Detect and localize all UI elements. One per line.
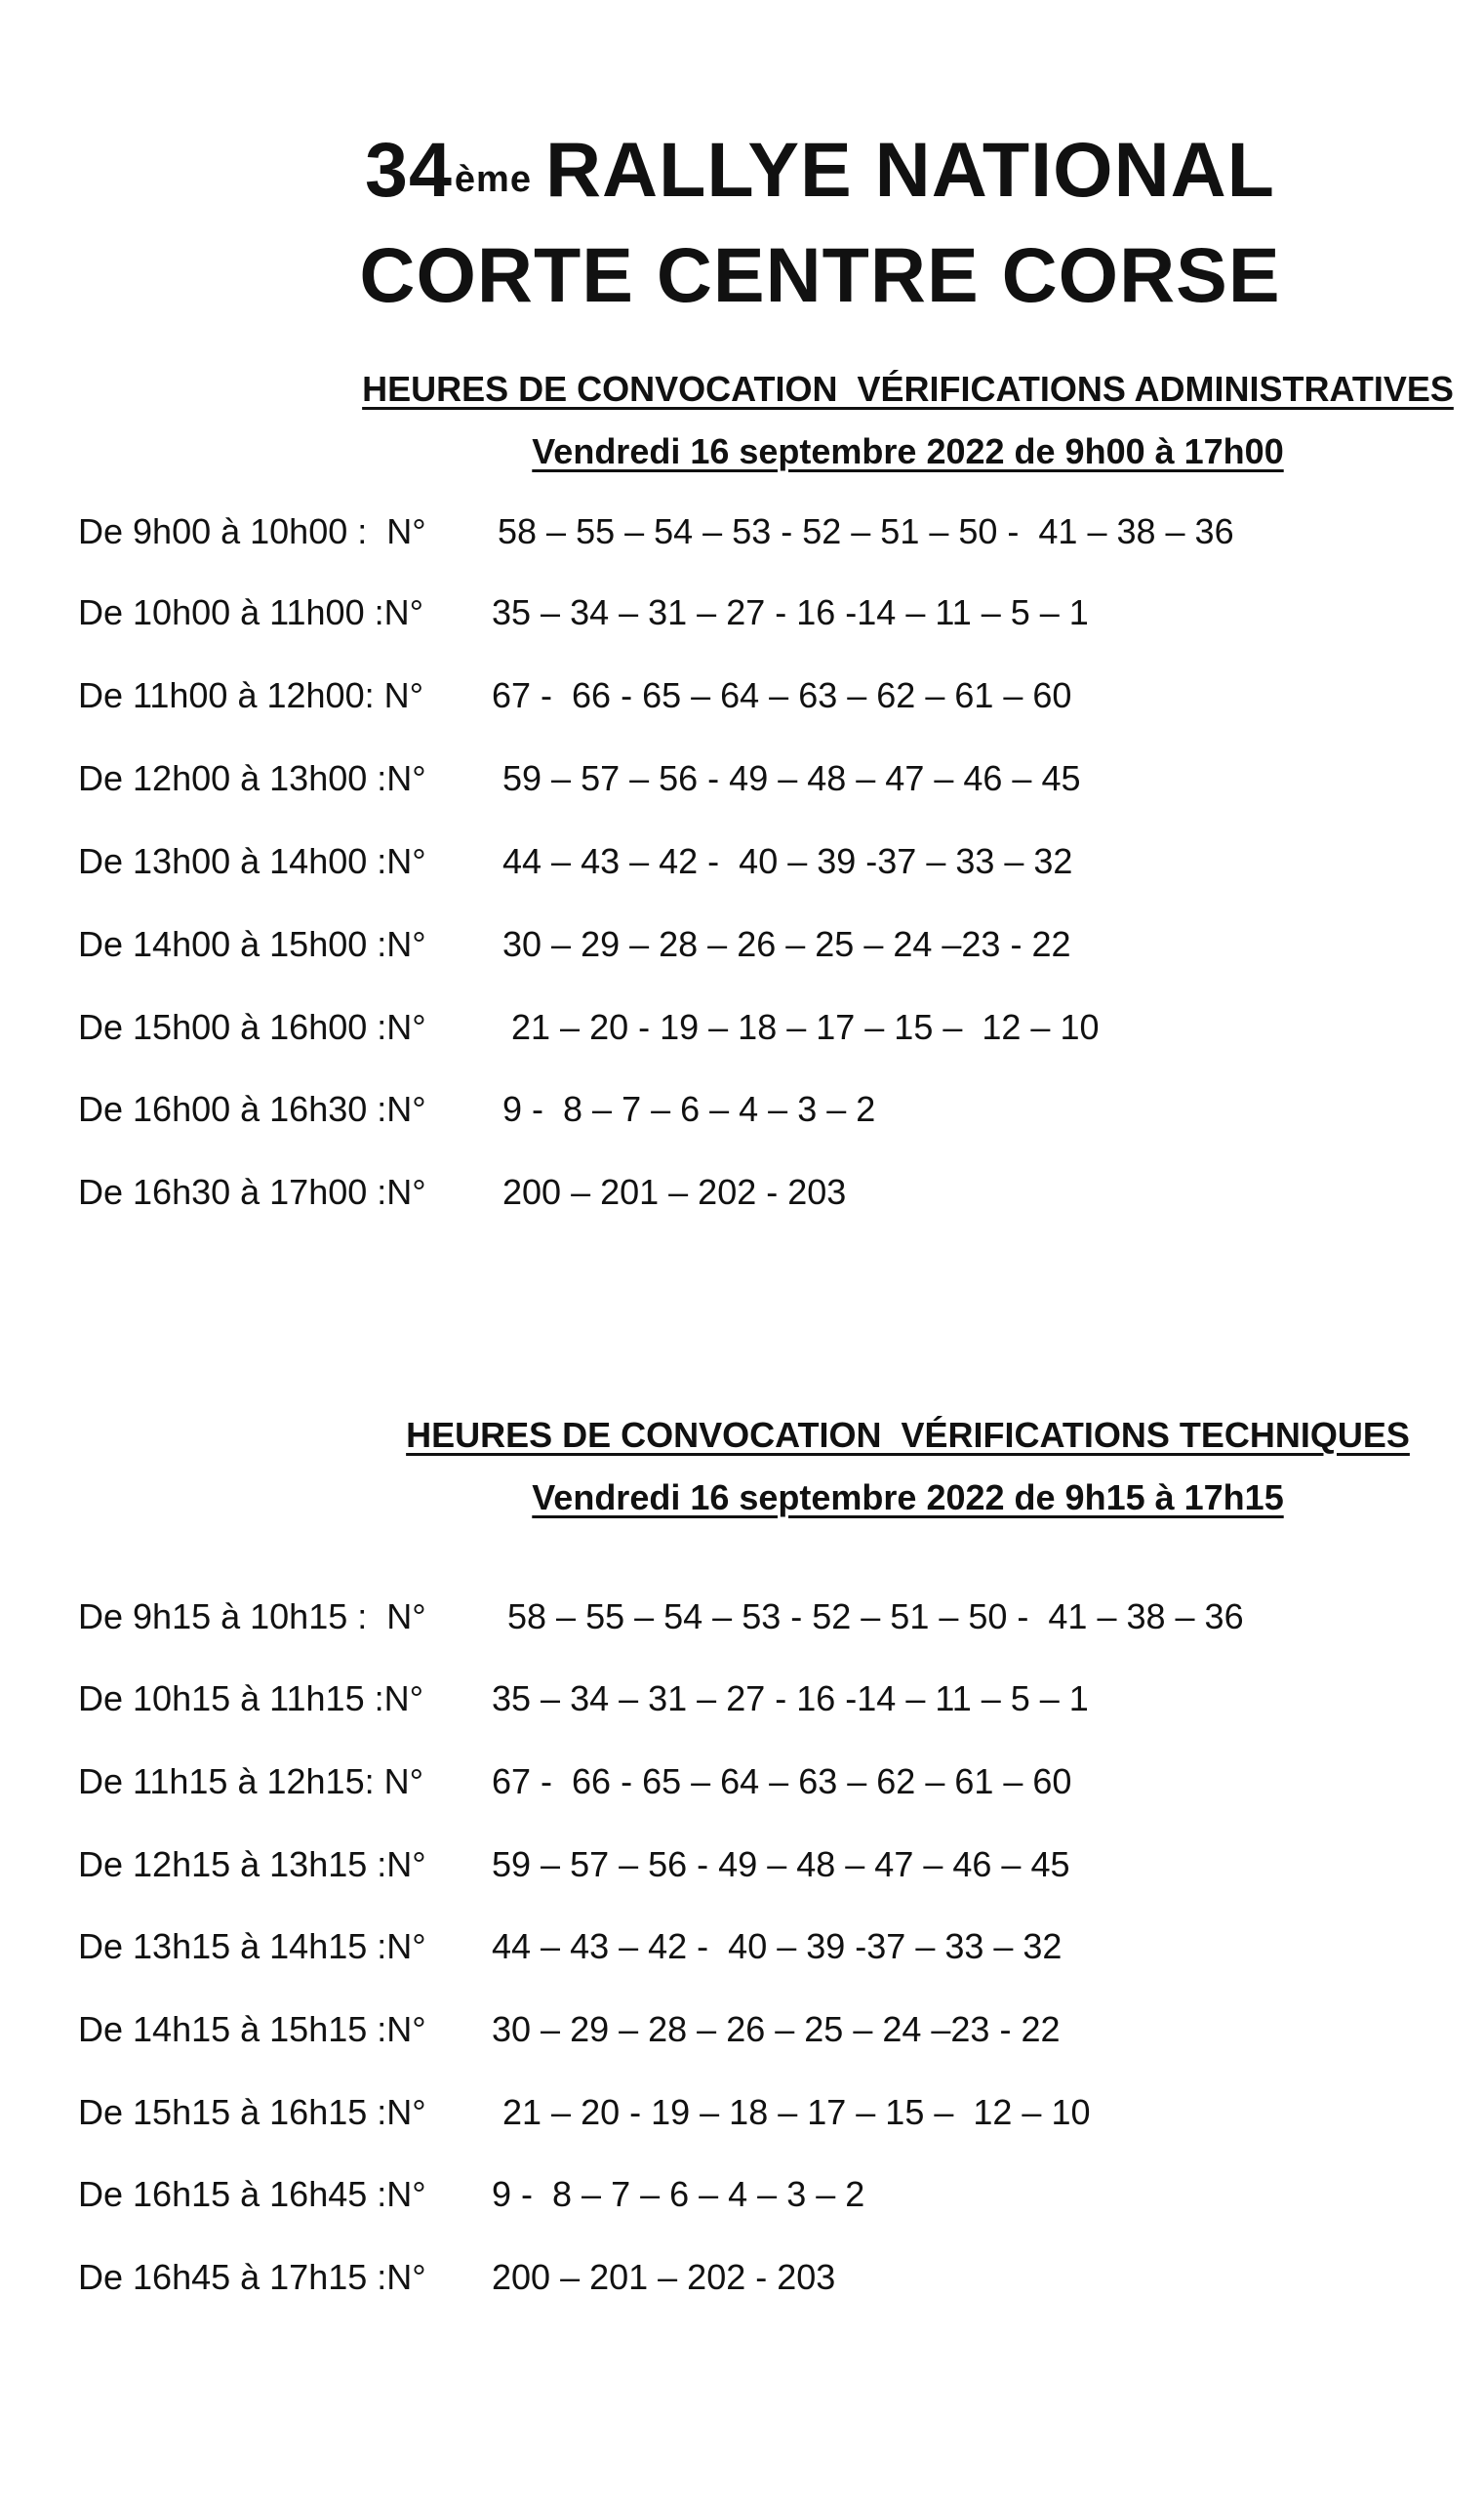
car-numbers: 21 – 20 - 19 – 18 – 17 – 15 – 12 – 10 [502, 2092, 1091, 2132]
car-numbers: 21 – 20 - 19 – 18 – 17 – 15 – 12 – 10 [511, 1007, 1100, 1047]
time-slot: De 16h30 à 17h00 :N° [78, 1172, 426, 1212]
time-slot: De 9h15 à 10h15 : N° [78, 1596, 426, 1636]
car-numbers: 59 – 57 – 56 - 49 – 48 – 47 – 46 – 45 [502, 758, 1081, 798]
car-numbers: 67 - 66 - 65 – 64 – 63 – 62 – 61 – 60 [492, 675, 1072, 715]
schedule-row [78, 837, 1072, 886]
schedule-row [78, 1757, 1071, 1806]
time-slot: De 13h00 à 14h00 :N° [78, 841, 426, 881]
car-numbers: 58 – 55 – 54 – 53 - 52 – 51 – 50 - 41 – 38 – 36 [498, 511, 1234, 551]
car-numbers: 58 – 55 – 54 – 53 - 52 – 51 – 50 - 41 – 38 – 36 [507, 1596, 1244, 1636]
time-slot: De 12h00 à 13h00 :N° [78, 758, 426, 798]
schedule-row [78, 2088, 1091, 2137]
time-slot: De 15h15 à 16h15 :N° [78, 2092, 426, 2132]
car-numbers: 9 - 8 – 7 – 6 – 4 – 3 – 2 [502, 1089, 876, 1129]
schedule-row [78, 2170, 864, 2219]
time-slot: De 12h15 à 13h15 :N° [78, 1844, 426, 1884]
title-line-2: CORTE CENTRE CORSE [359, 231, 1281, 318]
time-slot: De 11h15 à 12h15: N° [78, 1761, 423, 1801]
time-slot: De 16h45 à 17h15 :N° [78, 2257, 426, 2297]
section-date-administratives: Vendredi 16 septembre 2022 de 9h00 à 17h00 [532, 431, 1284, 471]
time-slot: De 13h15 à 14h15 :N° [78, 1926, 426, 1966]
schedule-row [78, 920, 1071, 969]
car-numbers: 30 – 29 – 28 – 26 – 25 – 24 –23 - 22 [492, 2009, 1061, 2049]
schedule-row [78, 1922, 1062, 1971]
schedule-row [78, 507, 1234, 556]
schedule-row [78, 1168, 846, 1217]
time-slot: De 11h00 à 12h00: N° [78, 675, 423, 715]
section-date-techniques: Vendredi 16 septembre 2022 de 9h15 à 17h15 [532, 1477, 1284, 1517]
section-heading-techniques: HEURES DE CONVOCATION VÉRIFICATIONS TECHNIQUES [406, 1415, 1410, 1455]
car-numbers: 44 – 43 – 42 - 40 – 39 -37 – 33 – 32 [492, 1926, 1063, 1966]
section-heading-administratives: HEURES DE CONVOCATION VÉRIFICATIONS ADMINISTRATIVES [362, 369, 1454, 409]
time-slot: De 10h00 à 11h00 :N° [78, 592, 423, 632]
time-slot: De 10h15 à 11h15 :N° [78, 1678, 423, 1718]
car-numbers: 59 – 57 – 56 - 49 – 48 – 47 – 46 – 45 [492, 1844, 1070, 1884]
time-slot: De 14h00 à 15h00 :N° [78, 924, 426, 964]
car-numbers: 30 – 29 – 28 – 26 – 25 – 24 –23 - 22 [502, 924, 1071, 964]
time-slot: De 9h00 à 10h00 : N° [78, 511, 426, 551]
title-number: 34 [365, 126, 453, 213]
document-title [0, 117, 1484, 328]
schedule-row [78, 2253, 835, 2302]
schedule-row [78, 671, 1071, 720]
car-numbers: 200 – 201 – 202 - 203 [502, 1172, 847, 1212]
car-numbers: 67 - 66 - 65 – 64 – 63 – 62 – 61 – 60 [492, 1761, 1072, 1801]
car-numbers: 35 – 34 – 31 – 27 - 16 -14 – 11 – 5 – 1 [492, 592, 1089, 632]
schedule-row [78, 1840, 1070, 1889]
car-numbers: 200 – 201 – 202 - 203 [492, 2257, 836, 2297]
time-slot: De 14h15 à 15h15 :N° [78, 2009, 426, 2049]
schedule-row [78, 1592, 1244, 1641]
car-numbers: 35 – 34 – 31 – 27 - 16 -14 – 11 – 5 – 1 [492, 1678, 1089, 1718]
time-slot: De 16h00 à 16h30 :N° [78, 1089, 426, 1129]
car-numbers: 9 - 8 – 7 – 6 – 4 – 3 – 2 [492, 2174, 865, 2214]
title-line-1 [156, 117, 1484, 222]
schedule-row [78, 1003, 1100, 1052]
title-rally-name: RALLYE NATIONAL [544, 126, 1275, 213]
schedule-row [78, 1085, 875, 1134]
schedule-row [78, 1674, 1089, 1723]
car-numbers: 44 – 43 – 42 - 40 – 39 -37 – 33 – 32 [502, 841, 1073, 881]
schedule-row [78, 754, 1081, 803]
schedule-row [78, 2005, 1061, 2054]
schedule-row [78, 588, 1089, 637]
time-slot: De 16h15 à 16h45 :N° [78, 2174, 426, 2214]
title-ordinal-suffix: ème [454, 159, 532, 200]
time-slot: De 15h00 à 16h00 :N° [78, 1007, 426, 1047]
